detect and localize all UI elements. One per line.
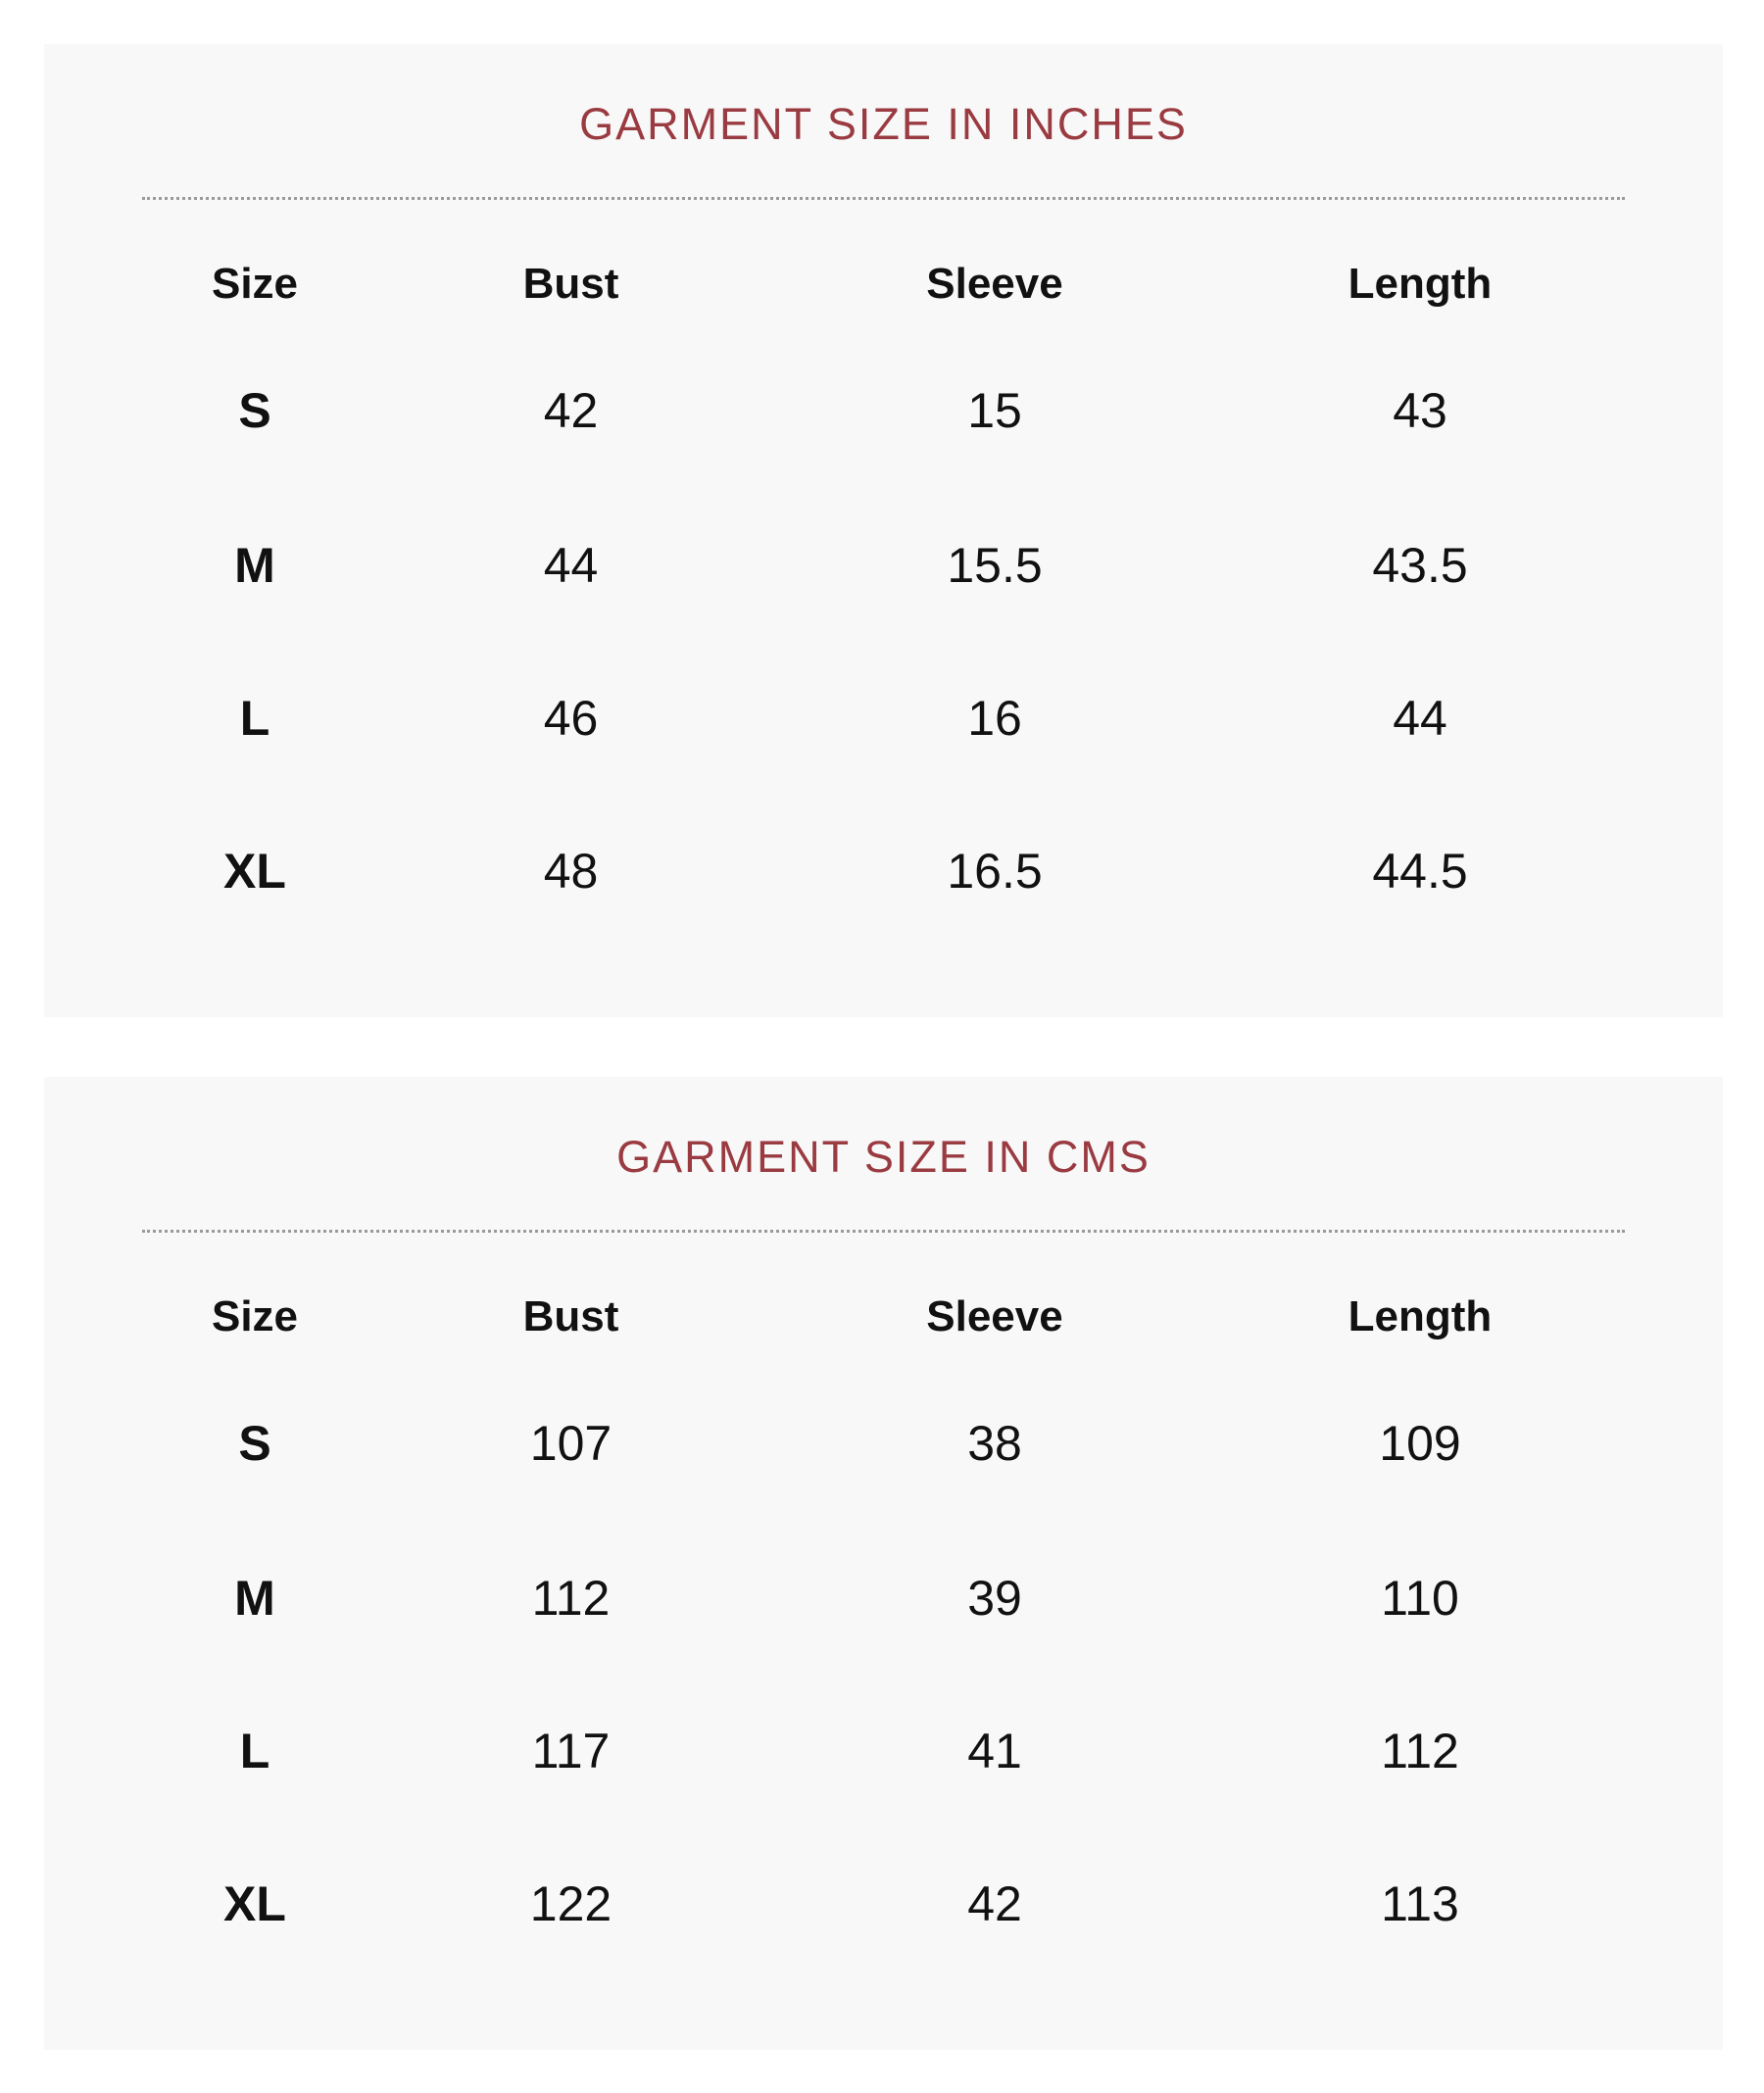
size-cell: L xyxy=(239,1724,270,1778)
length-cell: 43.5 xyxy=(1372,538,1468,593)
table-row xyxy=(142,642,1625,795)
size-cell: S xyxy=(238,383,271,438)
column-header-sleeve: Sleeve xyxy=(926,260,1063,308)
length-cell: 113 xyxy=(1381,1876,1459,1931)
table-row xyxy=(142,318,1625,489)
sleeve-cell: 15 xyxy=(967,383,1022,438)
size-cell: M xyxy=(234,538,275,593)
column-header-length: Length xyxy=(1348,260,1493,308)
bust-cell: 46 xyxy=(543,691,599,746)
bust-cell: 112 xyxy=(531,1571,611,1626)
length-cell: 44 xyxy=(1393,691,1447,746)
column-header-length: Length xyxy=(1348,1292,1493,1340)
column-header-bust: Bust xyxy=(522,260,619,308)
cms-size-table xyxy=(142,1283,1625,1980)
length-cell: 109 xyxy=(1379,1416,1461,1471)
title-divider xyxy=(142,1230,1625,1233)
table-row xyxy=(142,1827,1625,1980)
column-header-sleeve: Sleeve xyxy=(926,1292,1063,1340)
size-cell: S xyxy=(238,1416,271,1471)
size-cell: XL xyxy=(223,1876,286,1931)
length-cell: 112 xyxy=(1381,1724,1459,1778)
table-row xyxy=(142,489,1625,642)
column-header-size: Size xyxy=(211,260,299,308)
sleeve-cell: 16.5 xyxy=(947,844,1043,899)
size-cell: M xyxy=(234,1571,275,1626)
table-row xyxy=(142,1351,1625,1522)
title-divider xyxy=(142,197,1625,200)
inches-table-title: GARMENT SIZE IN INCHES xyxy=(579,99,1188,149)
length-cell: 110 xyxy=(1381,1571,1459,1626)
sleeve-cell: 15.5 xyxy=(947,538,1043,593)
table-header-row xyxy=(142,1283,1625,1351)
bust-cell: 107 xyxy=(529,1416,612,1471)
length-cell: 43 xyxy=(1393,383,1447,438)
table-row xyxy=(142,795,1625,948)
bust-cell: 48 xyxy=(543,844,599,899)
cms-size-panel xyxy=(44,1077,1723,2050)
cms-table-title: GARMENT SIZE IN CMS xyxy=(616,1132,1151,1182)
sleeve-cell: 39 xyxy=(967,1571,1022,1626)
size-cell: XL xyxy=(223,844,286,899)
table-header-row xyxy=(142,250,1625,318)
inches-size-table xyxy=(142,250,1625,948)
bust-cell: 117 xyxy=(531,1724,611,1778)
size-cell: L xyxy=(239,691,270,746)
sleeve-cell: 41 xyxy=(967,1724,1022,1778)
length-cell: 44.5 xyxy=(1372,844,1468,899)
inches-size-panel xyxy=(44,44,1723,1017)
sleeve-cell: 16 xyxy=(967,691,1022,746)
sleeve-cell: 42 xyxy=(967,1876,1022,1931)
column-header-size: Size xyxy=(211,1292,299,1340)
column-header-bust: Bust xyxy=(522,1292,619,1340)
bust-cell: 44 xyxy=(543,538,599,593)
sleeve-cell: 38 xyxy=(967,1416,1022,1471)
bust-cell: 122 xyxy=(529,1876,612,1931)
table-row xyxy=(142,1675,1625,1827)
bust-cell: 42 xyxy=(543,383,599,438)
table-row xyxy=(142,1522,1625,1675)
